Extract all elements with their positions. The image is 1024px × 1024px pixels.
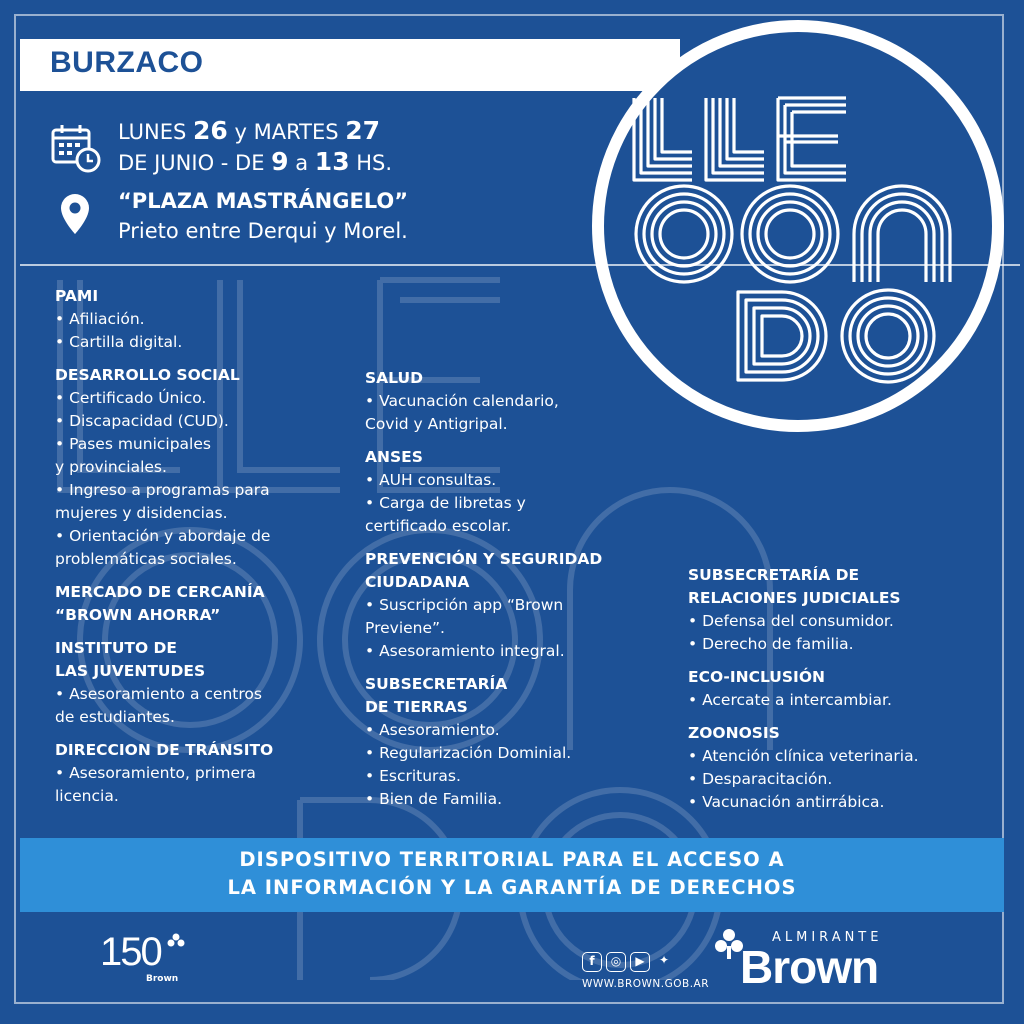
service-item: • Carga de libretas y bbox=[365, 494, 526, 512]
service-title: SALUD bbox=[365, 369, 423, 387]
service-title: ZOONOSIS bbox=[688, 724, 780, 742]
date-line-1: LUNES 26 y MARTES 27 bbox=[118, 116, 381, 145]
service-section bbox=[365, 673, 675, 811]
service-item: • Asesoramiento, primera bbox=[55, 764, 256, 782]
service-section bbox=[55, 581, 355, 627]
instagram-icon[interactable]: ◎ bbox=[606, 952, 626, 972]
service-item: de estudiantes. bbox=[55, 708, 175, 726]
town-name: BURZACO bbox=[50, 46, 204, 79]
service-item: • Discapacidad (CUD). bbox=[55, 412, 229, 430]
service-title-line-2: RELACIONES JUDICIALES bbox=[688, 589, 901, 607]
twitter-icon[interactable]: ✦ bbox=[658, 953, 670, 967]
service-title: ECO-INCLUSIÓN bbox=[688, 668, 825, 686]
band-line-1: DISPOSITIVO TERRITORIAL PARA EL ACCESO A bbox=[239, 848, 785, 871]
service-section bbox=[55, 637, 355, 729]
band-line-2: LA INFORMACIÓN Y LA GARANTÍA DE DERECHOS bbox=[227, 876, 797, 899]
service-item: problemáticas sociales. bbox=[55, 550, 237, 568]
info-band bbox=[20, 838, 1004, 912]
service-item: • Orientación y abordaje de bbox=[55, 527, 271, 545]
calendar-clock-icon bbox=[50, 123, 102, 175]
service-section bbox=[365, 367, 675, 436]
service-item: licencia. bbox=[55, 787, 119, 805]
date-line-2: DE JUNIO - DE 9 a 13 HS. bbox=[118, 147, 393, 176]
service-title: SUBSECRETARÍA bbox=[365, 675, 508, 693]
service-title-line-2: CIUDADANA bbox=[365, 573, 470, 591]
facebook-icon[interactable]: f bbox=[582, 952, 602, 972]
service-item: y provinciales. bbox=[55, 458, 167, 476]
services-column-2 bbox=[365, 367, 675, 821]
service-section bbox=[55, 364, 355, 571]
logo-row-lle bbox=[634, 98, 846, 180]
anniversary-logo bbox=[100, 930, 190, 986]
service-title: PREVENCIÓN Y SEGURIDAD bbox=[365, 550, 603, 568]
service-item: • Asesoramiento a centros bbox=[55, 685, 262, 703]
event-date bbox=[118, 116, 392, 178]
service-title: ANSES bbox=[365, 448, 423, 466]
service-item: • Vacunación calendario, bbox=[365, 392, 559, 410]
service-item: • Afiliación. bbox=[55, 310, 145, 328]
place-name: “PLAZA MASTRÁNGELO” bbox=[118, 189, 409, 213]
flower-icon bbox=[166, 932, 186, 952]
service-title: MERCADO DE CERCANÍA bbox=[55, 583, 265, 601]
logo-row-do bbox=[738, 290, 934, 382]
service-title: DIRECCION DE TRÁNSITO bbox=[55, 741, 274, 759]
service-item: mujeres y disidencias. bbox=[55, 504, 228, 522]
service-item: • Regularización Dominial. bbox=[365, 744, 572, 762]
service-title: SUBSECRETARÍA DE bbox=[688, 566, 860, 584]
service-item: • Cartilla digital. bbox=[55, 333, 183, 351]
service-item: • Suscripción app “Brown bbox=[365, 596, 564, 614]
service-title: INSTITUTO DE bbox=[55, 639, 178, 657]
anniversary-sub: Brown bbox=[146, 974, 179, 984]
brand-name: Brown bbox=[740, 941, 879, 993]
brand-top: ALMIRANTE bbox=[772, 930, 883, 945]
service-item: • Desparacitación. bbox=[688, 770, 833, 788]
service-item: • Pases municipales bbox=[55, 435, 211, 453]
service-item: • Ingreso a programas para bbox=[55, 481, 270, 499]
service-title-line-2: “BROWN AHORRA” bbox=[55, 606, 221, 624]
service-item: • Certificado Único. bbox=[55, 389, 207, 407]
service-item: • Acercate a intercambiar. bbox=[688, 691, 892, 709]
service-title: PAMI bbox=[55, 287, 99, 305]
service-item: • AUH consultas. bbox=[365, 471, 497, 489]
service-item: • Vacunación antirrábica. bbox=[688, 793, 885, 811]
service-section bbox=[688, 666, 998, 712]
service-section bbox=[688, 564, 998, 656]
service-section bbox=[365, 548, 675, 663]
service-section bbox=[55, 739, 355, 808]
service-item: certificado escolar. bbox=[365, 517, 512, 535]
service-section bbox=[55, 285, 355, 354]
services-column-1 bbox=[55, 285, 355, 818]
service-item: • Derecho de familia. bbox=[688, 635, 854, 653]
service-section bbox=[365, 446, 675, 538]
service-item: Previene”. bbox=[365, 619, 445, 637]
anniversary-number: 150 bbox=[100, 930, 161, 974]
service-item: • Asesoramiento. bbox=[365, 721, 500, 739]
service-title-line-2: DE TIERRAS bbox=[365, 698, 468, 716]
event-place bbox=[118, 186, 408, 246]
logo-row-gan bbox=[636, 186, 950, 282]
service-section bbox=[688, 722, 998, 814]
section-divider bbox=[20, 264, 1020, 266]
service-title: DESARROLLO SOCIAL bbox=[55, 366, 240, 384]
youtube-icon[interactable]: ▶ bbox=[630, 952, 650, 972]
service-item: • Escrituras. bbox=[365, 767, 461, 785]
llegando-logo bbox=[632, 84, 972, 384]
service-title-line-2: LAS JUVENTUDES bbox=[55, 662, 206, 680]
website-link[interactable]: WWW.BROWN.GOB.AR bbox=[582, 978, 710, 990]
location-pin-icon bbox=[60, 193, 90, 235]
service-item: • Asesoramiento integral. bbox=[365, 642, 565, 660]
place-address: Prieto entre Derqui y Morel. bbox=[118, 219, 408, 243]
services-column-3 bbox=[688, 564, 998, 824]
service-item: • Defensa del consumidor. bbox=[688, 612, 894, 630]
service-item: • Atención clínica veterinaria. bbox=[688, 747, 919, 765]
social-icons bbox=[582, 952, 674, 972]
service-item: • Bien de Familia. bbox=[365, 790, 503, 808]
service-item: Covid y Antigripal. bbox=[365, 415, 508, 433]
